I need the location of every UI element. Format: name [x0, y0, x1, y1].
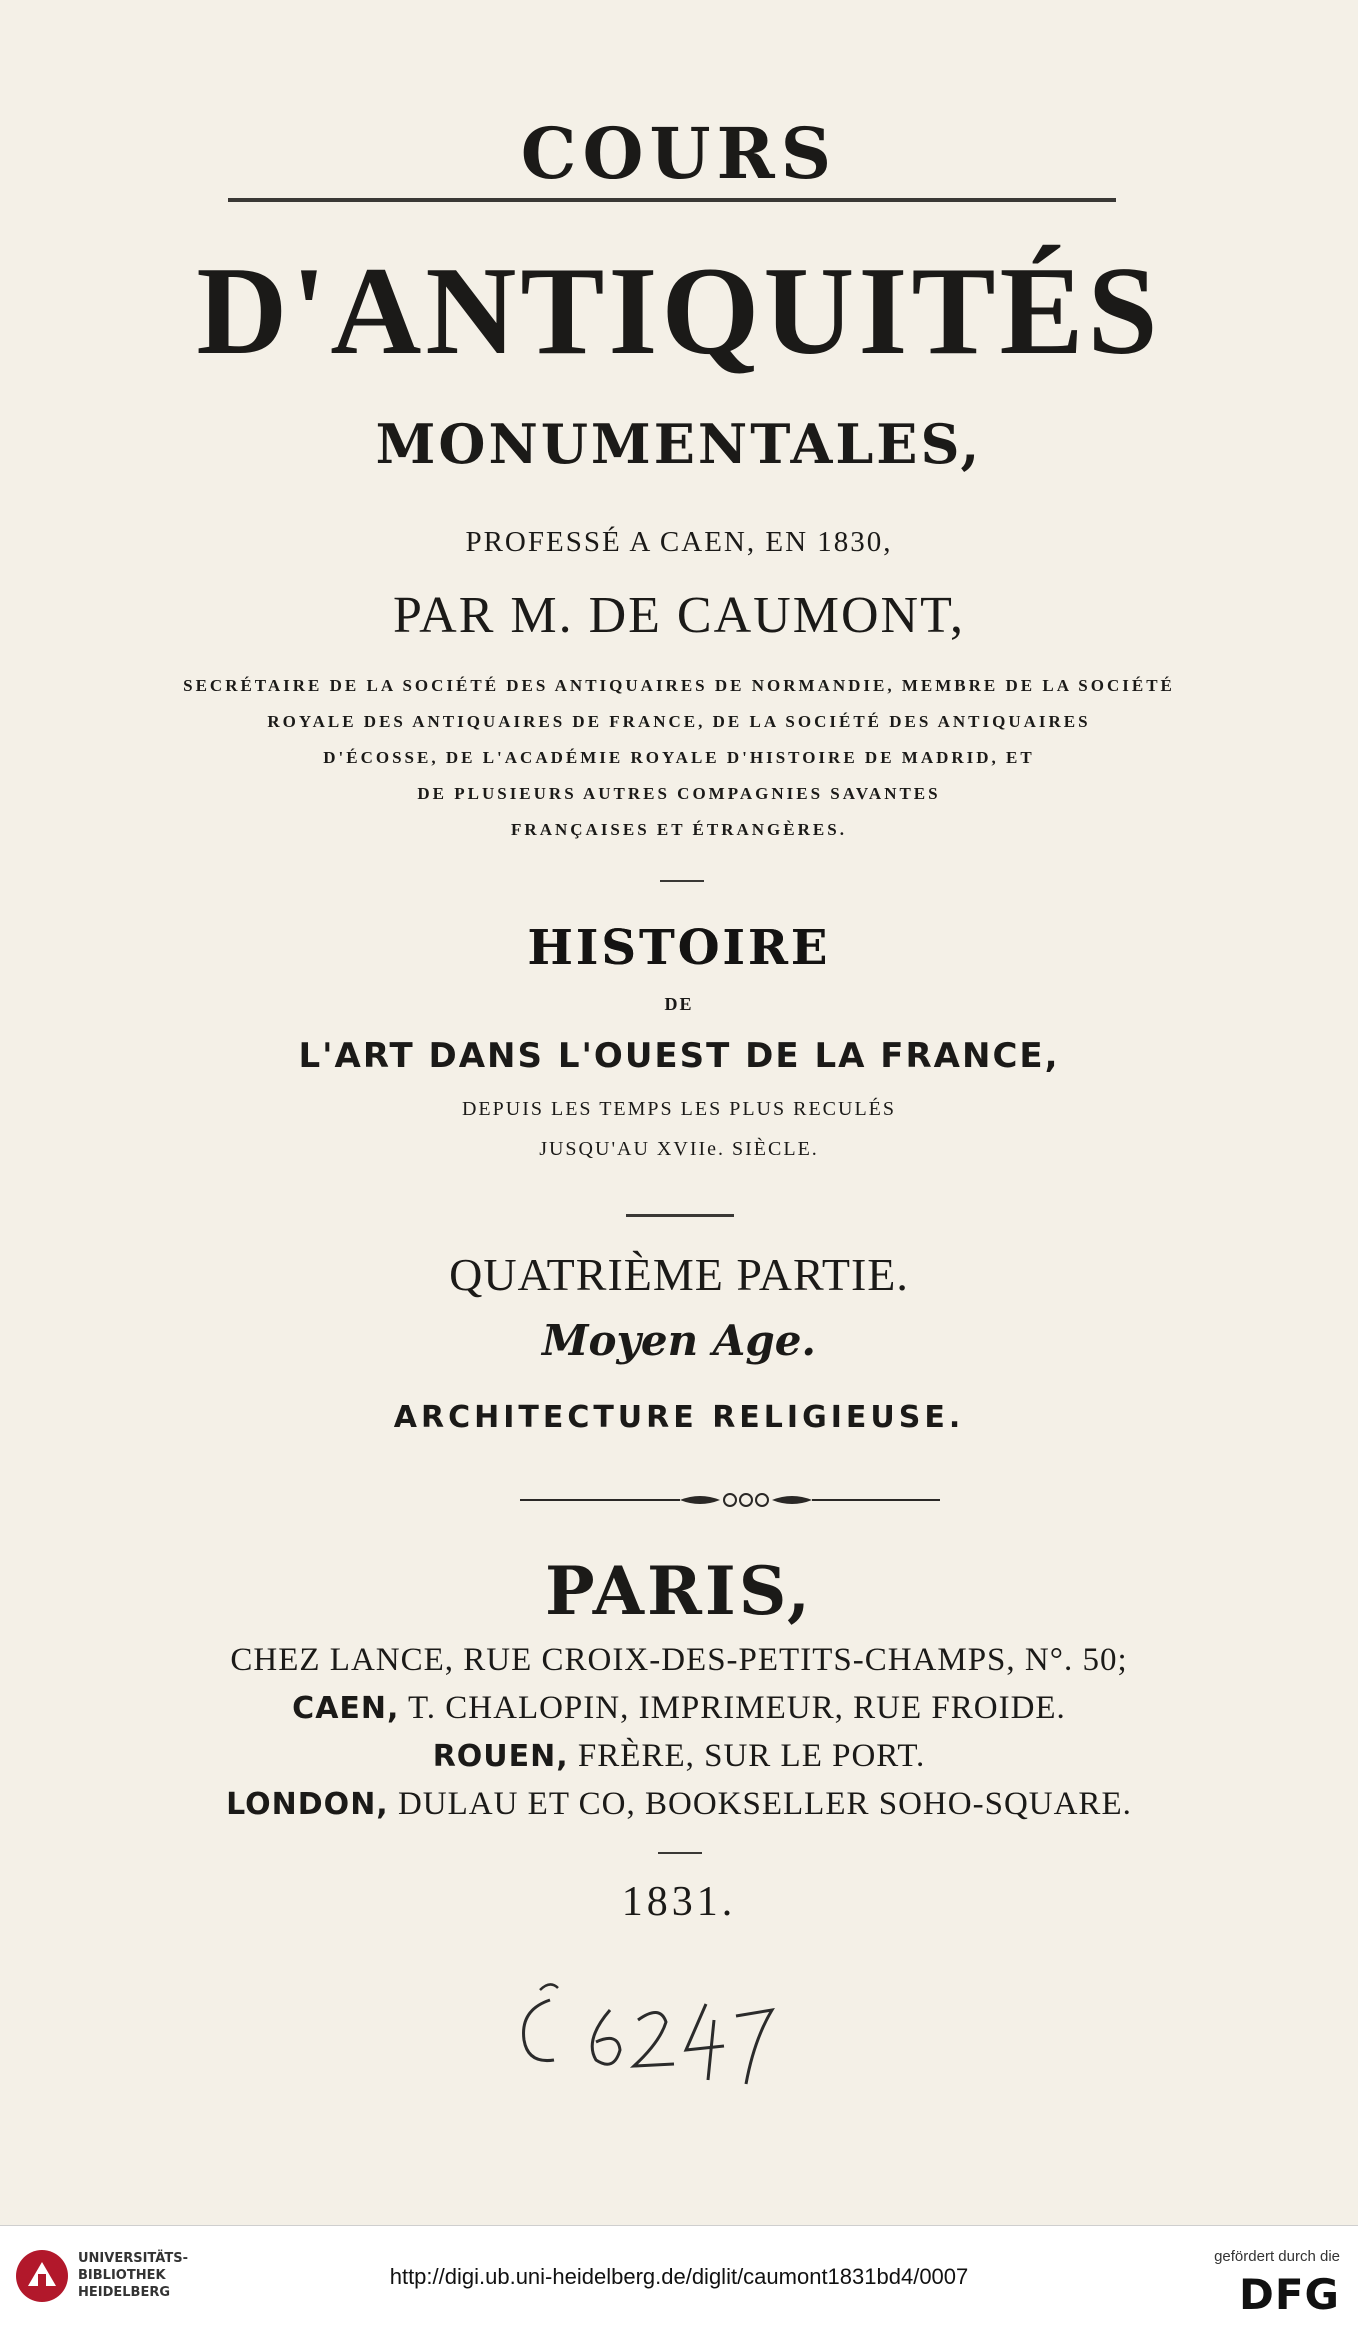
document-url-link[interactable]: http://digi.ub.uni-heidelberg.de/diglit/caumont1831bd4/0007 [389, 2264, 969, 2289]
library-name-line: HEIDELBERG [78, 2285, 171, 2300]
credentials-line: FRANÇAISES ET ÉTRANGÈRES. [511, 820, 847, 839]
histoire-jusqu: JUSQU'AU XVIIe. SIÈCLE. [539, 1138, 819, 1160]
publisher-line: CHEZ LANCE, RUE CROIX-DES-PETITS-CHAMPS, N°. 50; [230, 1642, 1128, 1678]
year-divider [658, 1852, 702, 1854]
credentials-line: ROYALE DES ANTIQUAIRES DE FRANCE, DE LA SOCIÉTÉ DES ANTIQUAIRES [267, 712, 1091, 731]
part-period: Moyen Age. [541, 1316, 817, 1365]
part-topic: ARCHITECTURE RELIGIEUSE. [393, 1400, 965, 1435]
histoire-heading: HISTOIRE [527, 920, 831, 976]
section-divider [626, 1214, 734, 1217]
publisher-line [0, 1786, 1358, 1823]
title-line-cours: COURS [520, 112, 838, 195]
publisher-line-city: CAEN, [292, 1691, 400, 1726]
publisher-city: PARIS, [544, 1552, 814, 1630]
credentials-line: DE PLUSIEURS AUTRES COMPAGNIES SAVANTES [417, 784, 941, 803]
publisher-line-rest: T. CHALOPIN, IMPRIMEUR, RUE FROIDE. [399, 1690, 1066, 1726]
histoire-depuis: DEPUIS LES TEMPS LES PLUS RECULÉS [461, 1098, 897, 1120]
professed-line: PROFESSÉ A CAEN, EN 1830, [465, 526, 893, 558]
library-name-line: BIBLIOTHEK [78, 2268, 166, 2283]
viewer-footer [0, 2225, 1358, 2327]
credentials-line: SECRÉTAIRE DE LA SOCIÉTÉ DES ANTIQUAIRES DE NORMANDIE, MEMBRE DE LA SOCIÉTÉ [183, 676, 1175, 695]
publisher-line [0, 1690, 1358, 1727]
title-line-antiquites: D'ANTIQUITÉS [196, 242, 1162, 381]
publisher-line-rest: DULAU ET CO, BOOKSELLER SOHO-SQUARE. [388, 1786, 1132, 1822]
publisher-line-city: LONDON, [226, 1787, 389, 1822]
dfg-logo: DFG [1238, 2270, 1340, 2319]
credentials-line: D'ÉCOSSE, DE L'ACADÉMIE ROYALE D'HISTOIRE DE MADRID, ET [323, 748, 1035, 767]
publisher-line [0, 1738, 1358, 1775]
short-divider [660, 880, 704, 882]
library-name-line: UNIVERSITÄTS- [78, 2251, 188, 2266]
publication-year: 1831. [621, 1879, 737, 1925]
funding-label: gefördert durch die [1214, 2248, 1340, 2265]
histoire-de: DE [664, 994, 694, 1014]
author-line: PAR M. DE CAUMONT, [393, 587, 965, 644]
publisher-line-city: ROUEN, [432, 1739, 569, 1774]
ornament-divider [520, 1488, 940, 1512]
title-line-monumentales: MONUMENTALES, [375, 412, 983, 476]
histoire-subject: L'ART DANS L'OUEST DE LA FRANCE, [298, 1036, 1060, 1076]
publisher-line-rest: FRÈRE, SUR LE PORT. [568, 1738, 926, 1774]
title-divider [228, 198, 1116, 202]
shelfmark-handwriting [510, 1980, 780, 2090]
part-title: QUATRIÈME PARTIE. [449, 1249, 909, 1300]
